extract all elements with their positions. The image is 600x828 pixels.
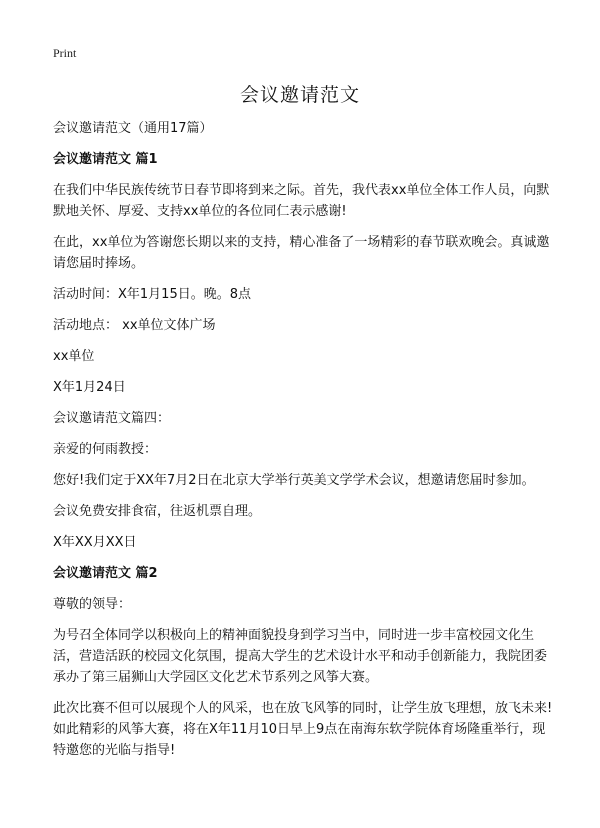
document-body xyxy=(53,118,553,761)
subtitle: 会议邀请范文（通用17篇） xyxy=(53,121,213,136)
paragraph: X年XX月XX日 xyxy=(53,535,137,550)
paragraph: 尊敬的领导： xyxy=(53,597,132,612)
paragraph: 活动地点： xx单位文体广场 xyxy=(53,318,216,333)
paragraph: 会议免费安排食宿，往返机票自理。 xyxy=(53,504,262,519)
paragraph: 在此，xx单位为答谢您长期以来的支持，精心准备了一场精彩的春节联欢晚会。真诚邀请您届时捧场。 xyxy=(53,235,550,271)
paragraph: 在我们中华民族传统节日春节即将到来之际。首先，我代表xx单位全体工作人员，向默默地关怀、厚爱、支持xx单位的各位同仁表示感谢! xyxy=(53,183,550,219)
section-heading: 会议邀请范文 篇2 xyxy=(53,566,158,581)
paragraph: 亲爱的何雨教授： xyxy=(53,442,158,457)
section-heading: 会议邀请范文 篇1 xyxy=(53,152,158,167)
paragraph: xx单位 xyxy=(53,349,95,364)
paragraph: 您好!我们定于XX年7月2日在北京大学举行英美文学学术会议，想邀请您届时参加。 xyxy=(53,473,535,488)
page-title: 会议邀请范文 xyxy=(239,84,360,106)
paragraph: 活动时间：X年1月15日。晚。8点 xyxy=(53,287,251,302)
print-link[interactable]: Print xyxy=(53,46,77,60)
paragraph: 为号召全体同学以积极向上的精神面貌投身到学习当中，同时进一步丰富校园文化生活，营造活跃的校园文化氛围，提高大学生的艺术设计水平和动手创新能力，我院团委承办了第三届狮山大学园区文化艺术节系列之风筝大赛。 xyxy=(53,628,548,685)
paragraph: X年1月24日 xyxy=(53,380,126,395)
paragraph: 此次比赛不但可以展现个人的风采，也在放飞风筝的同时，让学生放飞理想，放飞未来!如此精彩的风筝大赛，将在X年11月10日早上9点在南海东软学院体育场隆重举行，现特邀您的光临与指导! xyxy=(53,701,553,758)
paragraph: 会议邀请范文篇四： xyxy=(53,411,171,426)
